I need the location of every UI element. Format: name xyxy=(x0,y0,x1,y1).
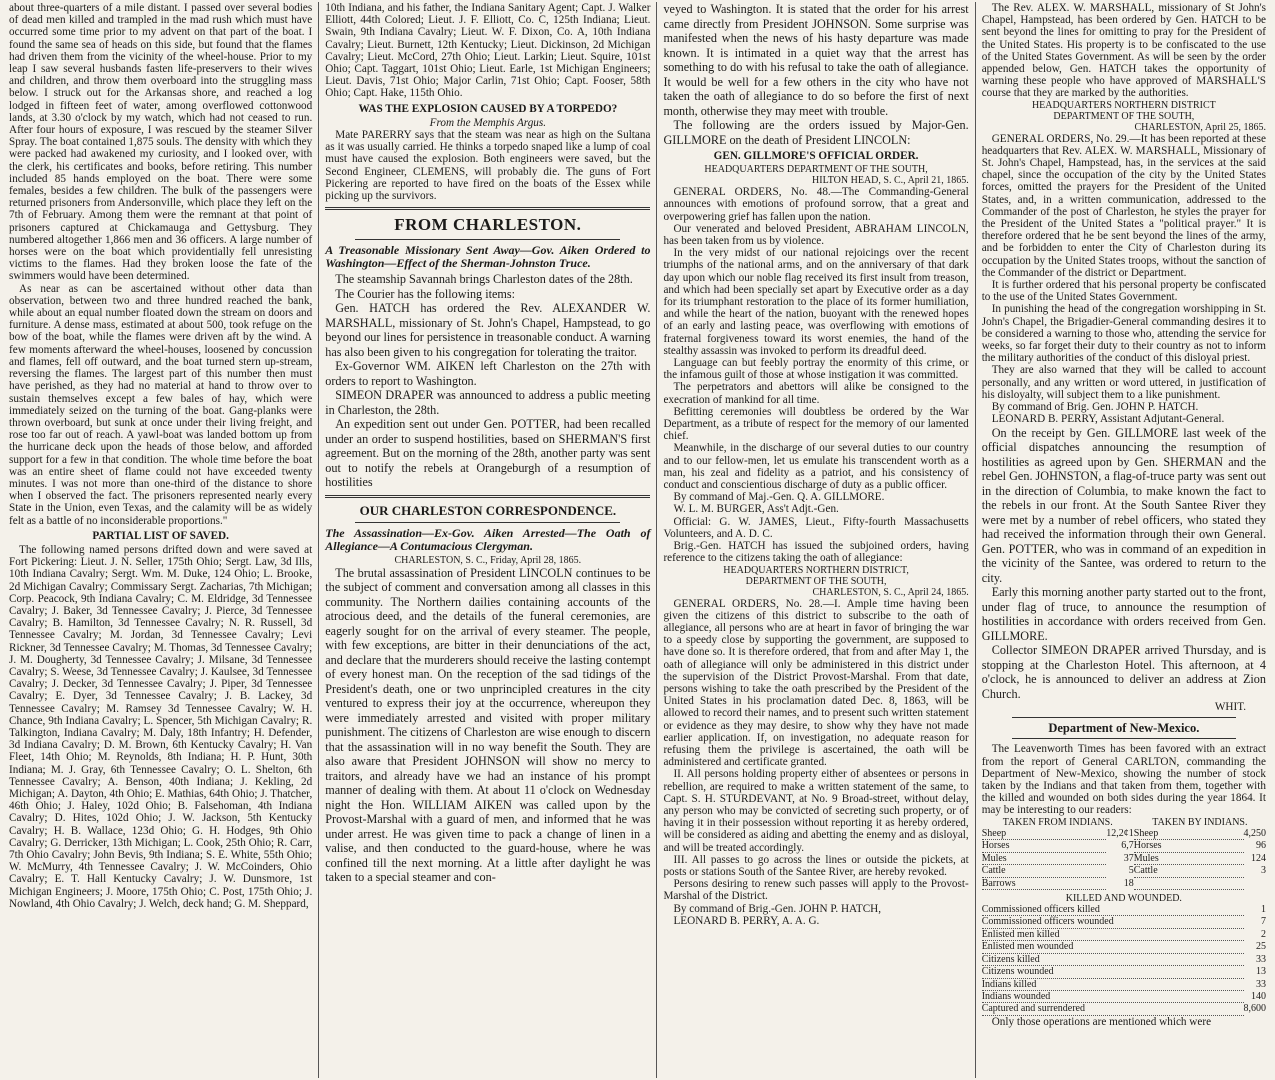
signature-line: By command of Brig. Gen. JOHN P. HATCH. xyxy=(991,401,1199,414)
headline-from-charleston: FROM CHARLESTON. xyxy=(394,215,582,235)
signature-line: W. L. M. BURGER, Ass't Adjt.-Gen. xyxy=(673,503,839,516)
article-paragraph: Only those operations are mentioned which were xyxy=(991,1015,1212,1028)
table-row xyxy=(982,1003,1266,1015)
order-paragraph: Persons desiring to renew such passes will apply to the Provost-Marshal of the District. xyxy=(663,878,969,903)
table-cell: 6,7 xyxy=(1121,840,1134,852)
order-paragraph: They are also warned that they will be called to account personally, and any written or word uttered, in justification of his disloyalty, will subject them to a like punishment. xyxy=(981,364,1266,401)
column-3 xyxy=(657,2,974,1078)
table-cell: 37 xyxy=(1123,852,1134,864)
table-cell: 5 xyxy=(1128,865,1134,877)
table-cell: 8,600 xyxy=(1243,1003,1266,1015)
headline-correspondence: OUR CHARLESTON CORRESPONDENCE. xyxy=(359,502,617,518)
column-2 xyxy=(319,2,656,1078)
headquarters-line: DEPARTMENT OF THE SOUTH, xyxy=(745,575,887,587)
table-header: TAKEN BY INDIANS. xyxy=(1152,816,1248,828)
article-paragraph: Collector SIMEON DRAPER arrived Thursday, and is stopping at the Charleston Hotel. This afternoon, at 4 o'clock, he is announced to deliver an address at Zion Church. xyxy=(981,643,1266,701)
saved-list-paragraph: The following named persons drifted down and were saved at Fort Pickering: Lieut. J. N. Seller, 175th Ohio; Sergt. Law, 3d Ills, 10th Indiana Cavalry; Sergt. Wm. M. Duke, 124 Ohio; L. Brooke, 2d Michigan Cavalry; Commissary Sergt. Zacharias, 7th Michigan; Corp. Peacock, 9th Indiana Cavalry; C. M. Eldridge, 3d Tennessee Cavalry; J. Baker, 3d Tennessee Cavalry; J. Pierce, 3d Tennessee Cavalry; B. Hamilton, 3d Tennessee Cavalry; N. R. Russell, 3d Tennessee Cavalry; M. Jordan, 3d Tennessee Cavalry; Levi Rickner, 3d Tennessee Cavalry; M. Thomas, 3d Tennessee Cavalry; J. M. Dougherty, 3d Tennessee Cavalry; J. Milsane, 3d Tennessee Cavalry; S. Weese, 3d Tennessee Cavalry; J. Kaulsee, 3d Tennessee Cavalry; J. Decker, 3d Tennessee Cavalry; J. Piper, 3d Tennessee Cavalry; E. Dyer, 3d Tennessee Cavalry; J. B. Lackey, 3d Tennessee Cavalry; M. Ramsey 3d Tennessee Cavalry; W. H. Chance, 9th Indiana Cavalry; L. Spencer, 5th Michigan Cavalry; R. Talkington, Indiana Cavalry; M. Daly, 18th Infantry; H. Defender, 3d Indiana Cavalry; D. M. Brown, 6th Kentucky Cavalry; H. Van Fleet, 14th Ohio; M. Reynolds, 8th Indiana; H. P. Hunt, 30th Indiana; M. J. Gray, 6th Tennessee Cavalry; O. L. Shelton, 6th Tennessee Cavalry; A. Benson, 40th Indiana; J. Kekling, 2d Michigan; A. Dayton, 4th Ohio; E. Mathias, 64th Ohio; J. Thatcher, 46th Ohio; J. Haley, 102d Ohio; B. Falsehoman, 4th Indiana Cavalry; D. Hites, 102d Ohio; J. W. Jackson, 5th Kentucky Cavalry; H. B. Wallace, 123d Ohio; G. H. Hodges, 9th Ohio Cavalry; G. Derricker, 13th Michigan; L. Cook, 25th Ohio; R. Carr, 7th Ohio Cavalry; John Bevis, 9th Indiana; S. E. White, 55th Ohio; W. McMurry, 4th Tennessee Cavalry; J. W. McCoinders, Ohio Cavalry; E. T. Hall Kentucky Cavalry; J. W. Dunsmore, 1st Michigan Engineers; J. Moore, 175th Ohio; C. Post, 175th Ohio; J. Nowland, 4th Ohio Cavalry; J. Welch, deck hand; G. M. Sheppard, xyxy=(9,543,313,910)
article-paragraph: The steamship Savannah brings Charleston dates of the 28th. xyxy=(335,272,633,287)
order-paragraph: GENERAL ORDERS, No. 29.—It has been reported at these headquarters that Rev. ALEX. W. MARSHALL, Missionary of St. John's Chapel, Hampstead, has, in the services at the said chapel, since the occupation of the city by the United States forces, omitted the prayers for the President of the United States, and, in a written communication, addressed to the Commander of the post of Charleston, he styles the prayer for the President of the United States a "political prayer." It is therefore ordered that he be sent beyond the lines of the army, and be forbidden to enter the City of Charleston during its occupation by the United States troops, without the sanction of the Commander of the district or Department. xyxy=(981,132,1266,279)
larger-text-block xyxy=(982,426,1266,702)
table-row xyxy=(982,840,1266,852)
order-paragraph: GENERAL ORDERS, No. 48.—The Commanding-General announces with emotions of profound sorrow, that a great and overpowering grief has fallen upon the nation. xyxy=(663,186,969,223)
order-paragraph: GENERAL ORDERS, No. 28.—I. Ample time having been given the citizens of this district to subscribe to the oath of allegiance, all persons who are at heart in favor of bringing the war to a speedy close by supporting the government, are supposed to have done so. It is therefore ordered, that from and after May 1, the oath of allegiance will only be administered in this district under the supervision of the District Provost-Marshal. From that date, persons wishing to take the oath prescribed by the President of the United States in his proclamation dated Dec. 8, 1863, will be allowed to record their names, and to present such written statement or evidence as they may desire, to show why they have not made earlier application. If, on investigation, no adequate reason for refusing them the privilege is ascertained, the oath will be administered and certificate granted. xyxy=(663,597,969,769)
table-row xyxy=(982,953,1266,965)
order-paragraph: It is further ordered that his personal property be confiscated to the use of the United States Government. xyxy=(981,279,1266,304)
divider xyxy=(1012,738,1236,739)
article-paragraph: The Courier has the following items: xyxy=(335,286,515,301)
order-paragraph: Language can but feebly portray the enormity of this crime, or the infamous guilt of those at whose instigation it was committed. xyxy=(663,357,969,382)
divider xyxy=(1012,717,1236,718)
table-cell: Horses xyxy=(982,840,1107,852)
table-row xyxy=(982,990,1266,1002)
table-cell: 12,2¢1 xyxy=(1106,828,1134,840)
table-row xyxy=(982,865,1266,877)
table-row xyxy=(982,966,1266,978)
table-cell: Enlisted men killed xyxy=(982,928,1244,940)
signoff: WHIT. xyxy=(1214,701,1246,713)
article-paragraph: The brutal assassination of President LINCOLN continues to be the subject of comment and conversation among all classes in this community. The Northern dailies containing accounts of the atrocious deed, and the details of the funeral ceremonies, are eagerly sought for on the arrival of every steamer. The people, with few exceptions, are bitter in their denunciations of the act, and declare that the murderers should receive the lasting contempt of every honest man. On the reception of the sad tidings of the President's death, one or two unprincipled creatures in the city ventured to express their joy at the occurrence, whereupon they were immediately arrested and visited with proper military punishment. The citizens of Charleston are wise enough to discern that the assassination will in no way benefit the South. They are also aware that President JOHNSON will show no mercy to traitors, and already have we had an instance of his prompt manner of dealing with them. At about 11 o'clock on Wednesday night the Hon. WILLIAM AIKEN was called upon by the Provost-Marshal with a guard of men, and informed that he was under arrest. He was given time to pack a change of linen in a valise, and then conducted to the guard-house, where he was confined till the next morning. At a little after daylight he was taken to a special steamer and con- xyxy=(325,565,651,885)
larger-text-block xyxy=(325,566,650,885)
table-row xyxy=(982,904,1266,916)
table-cell: Captured and surrendered xyxy=(982,1003,1244,1015)
headquarters-line: CHARLESTON, S. C., April 24, 1865. xyxy=(812,586,969,598)
table-cell: Indians killed xyxy=(982,978,1244,990)
sultana-account-paragraph: about three-quarters of a mile distant. I passed over several bodies of dead men killed and trampled in the mad rush which must have occurred some time prior to my advent on that part of the boat. I found the same sea of heads on this side, but found that the flames had driven them from the vicinity of the wheel-house. Prior to my leap I saw several husbands fasten life-preservers to their wives and children, and throw them overboard into the struggling mass below. I struck out for the Arkansas shore, and reached a log lodged in fifteen feet of water, among overflowed cottonwood lands, at 3.30 o'clock by my watch, which had not ceased to run. After four hours of exposure, I was rescued by the steamer Silver Spray. The boat contained 1,875 souls. The density with which they were packed had awakened my curiosity, and I looked over, with the clerk, his certificates and books, before retiring. This number included 85 hands employed on the boat. There were some females, besides a few children. The bulk of the passengers were returned prisoners from Andersonville, which place they left on the 7th of February. Among them were the remnant at that point of prisoners captured at Chickamauga and Gettysburg. They numbered altogether 1,866 men and 36 officers. A large number of horses were on the boat which providentially fell unresisting victims to the flames. Had they broken loose the fate of the swimmers would have been determined. xyxy=(9,2,313,283)
headquarters-line: HEADQUARTERS NORTHERN DISTRICT xyxy=(1031,99,1216,111)
table-cell: 25 xyxy=(1256,941,1266,953)
table-cell: Cattle xyxy=(1134,865,1244,877)
headquarters-line: CHARLESTON, April 25, 1865. xyxy=(1134,121,1266,133)
table-cell: Citizens wounded xyxy=(982,966,1244,978)
divider xyxy=(325,207,650,210)
table-cell: 96 xyxy=(1256,840,1266,852)
table-cell: Commissioned officers killed xyxy=(982,904,1244,916)
table-row xyxy=(982,941,1266,953)
sultana-account-paragraph: As near as can be ascertained without other data than observation, between two and three hundred reached the bank, while about an equal number floated down the stream on doors and furniture. A dense mass, estimated at about 500, took refuge on the bow of the boat, while the flames were driven aft by the wind. A few moments afterward the wheel-houses, loosened by concussion and flames, fell off outward, and the boat turned stern up-stream, reversing the flames. The largest part of this number then must have perished, as they had no material at hand to throw over to sustain themselves except a few bales of hay, which were immediately seized on the turning of the boat. Gang-planks were thrown overboard, but sunk at once under their living freight, and rose too far out of reach. A yawl-boat was landed bottom up from the hurricane deck upon the heads of those below, and afforded support for a few in that condition. The whole time before the boat was an entire sheet of flame could not have exceeded twenty minutes. I was not more than one-third of the distance to shore when I observed the fact. The prisoners represented nearly every State in the Union, even Texas, and the calamity will be as widely felt as a battle of no inconsiderable proportions." xyxy=(9,282,313,527)
table-cell: 1 xyxy=(1261,904,1266,916)
article-paragraph: The Rev. ALEX. W. MARSHALL, missionary of St John's Chapel, Hampstead, has been ordered by Gen. HATCH to be sent beyond the lines for omitting to pray for the President of the United States. His property is to be confiscated to the use of the United States Government. As will be seen by the order appended below, Gen. HATCH takes the opportunity of warning these people who have approved of MARSHALL'S course that they are marked by the authorities. xyxy=(981,2,1266,100)
article-paragraph: SIMEON DRAPER was announced to address a public meeting in Charleston, the 28th. xyxy=(325,388,651,417)
table-cell: 124 xyxy=(1251,852,1266,864)
table-cell: 3 xyxy=(1261,865,1266,877)
headquarters-line: HEADQUARTERS NORTHERN DISTRICT, xyxy=(723,564,909,576)
article-paragraph: veyed to Washington. It is stated that the order for his arrest came directly from President JOHNSON. Some surprise was manifested when the news of his hasty departure was made known. It is intimated in a quiet way that the arrest has something to do with his refusal to take the oath of allegiance. It would be well for a few others in the city who have not taken the oath of allegiance to do so before the first of next month, otherwise they may meet with trouble. xyxy=(663,2,969,118)
order-paragraph: Our venerated and beloved President, ABRAHAM LINCOLN, has been taken from us by violence. xyxy=(663,222,969,248)
table-cell: 7 xyxy=(1261,916,1266,928)
table-row xyxy=(982,928,1266,940)
column-4 xyxy=(976,2,1272,1078)
column-1 xyxy=(3,2,318,1078)
table-cell: Cattle xyxy=(982,865,1107,877)
article-paragraph: Mate PARERRY says that the steam was near as high on the Sultana as it was usually carried. He thinks a torpedo snaped like a lump of coal must have caused the explosion. Both engineers were saved, but the Second Engineer, CLEMENS, will probably die. The guns of Fort Pickering are reported to have fired on the boats of the Essex while picking up the survivors. xyxy=(325,129,651,203)
table-cell: 18 xyxy=(1123,877,1134,889)
table-row xyxy=(982,877,1266,889)
order-paragraph: In punishing the head of the congregation worshipping in St. John's Chapel, the Brigadier-General commanding desires it to be considered a warning to those who, attending the service for weeks, so far forget their duty to their country as not to inform the military authorities of the conduct of this disloyal priest. xyxy=(981,303,1266,365)
table-cell: Mules xyxy=(982,852,1107,864)
table-header: KILLED AND WOUNDED. xyxy=(1065,893,1182,905)
larger-text-block xyxy=(663,2,968,147)
table-cell xyxy=(1244,877,1267,889)
table-cell: 33 xyxy=(1256,978,1266,990)
table-cell: Commissioned officers wounded xyxy=(982,916,1244,928)
order-paragraph: Befitting ceremonies will doubtless be ordered by the War Department, as a tribute of respect for the memory of our lamented chief. xyxy=(663,405,969,443)
signature-line: Official: G. W. JAMES, Lieut., Fifty-fourth Massachusetts Volunteers, and A. D. C. xyxy=(663,515,969,540)
table-cell: 4,250 xyxy=(1243,828,1266,840)
headline-new-mexico: Department of New-Mexico. xyxy=(1048,721,1200,736)
order-paragraph: In the very midst of our national rejoicings over the recent triumphs of the national arms, and on the anniversary of that dark day upon which our noble flag received its first insult from treason, and which had been specially set apart by Executive order as a day for its triumphant restoration to the place of its former humiliation, and while the heart of the nation, buoyant with the renewed hopes of an early and lasting peace, was overflowing with emotions of fraternal forgiveness toward its worst enemies, the hand of the stealthy assassin was invoked to perform its dreadful deed. xyxy=(663,247,969,357)
article-paragraph: Gen. HATCH has ordered the Rev. ALEXANDER W. MARSHALL, missionary of St. John's Chapel, Hampstead, to go beyond our lines for persistence in treasonable conduct. A warning has also been given to his congregation for tolerating the traitor. xyxy=(325,301,651,359)
table-cell: Citizens killed xyxy=(982,953,1244,965)
signature-line: LEONARD B. PERRY, Assistant Adjutant-General. xyxy=(991,413,1225,426)
order-paragraph: III. All passes to go across the lines or outside the pickets, at posts or stations South of the Santee River, are hereby revoked. xyxy=(663,853,969,878)
divider xyxy=(355,522,620,523)
section-heading: WAS THE EXPLOSION CAUSED BY A TORPEDO? xyxy=(358,102,618,115)
table-cell: 2 xyxy=(1261,928,1266,940)
article-paragraph: The Leavenworth Times has been favored with an extract from the report of General CARLTON, commanding the Department of New-Mexico, showing the number of stock taken by the Indians and that taken from them, together with the killed and wounded on both sides during the year 1864. It may be interesting to our readers: xyxy=(981,743,1266,817)
headquarters-line: HEADQUARTERS DEPARTMENT OF THE SOUTH, xyxy=(704,164,928,176)
table-cell: 33 xyxy=(1256,953,1266,965)
table-cell: 140 xyxy=(1251,990,1266,1002)
signature-line: LEONARD B. PERRY, A. A. G. xyxy=(673,914,820,927)
table-cell: Barrows xyxy=(982,877,1107,889)
article-deck: A Treasonable Missionary Sent Away—Gov. Aiken Ordered to Washington—Effect of the Sherman-Johnston Truce. xyxy=(325,243,651,271)
divider xyxy=(355,239,620,240)
table-cell: Mules xyxy=(1134,852,1244,864)
stock-table xyxy=(982,817,1266,890)
order-paragraph: The perpetrators and abettors will alike be consigned to the execration of mankind for all time. xyxy=(663,381,969,406)
divider xyxy=(325,495,650,498)
article-paragraph: On the receipt by Gen. GILLMORE last week of the official dispatches announcing the resumption of hostilities as agreed upon by Gen. SHERMAN and the rebel Gen. JOHNSTON, a flag-of-truce party was sent out in the direction of Columbia, to make known the fact to the rebels in our front. At the South Santee River they were met by a number of rebel officers, who stated they had received the information through their own General. Gen. POTTER, who was in command of an expedition in the vicinity of the Santee, was ordered to return to the city. xyxy=(981,425,1266,585)
section-heading: PARTIAL LIST OF SAVED. xyxy=(92,529,229,542)
headquarters-line: HILTON HEAD, S. C., April 21, 1865. xyxy=(812,175,969,187)
killed-wounded-table xyxy=(982,904,1266,1016)
table-cell: Sheep xyxy=(982,828,1107,840)
signature-line: By command of Maj.-Gen. Q. A. GILLMORE. xyxy=(673,491,885,504)
signature-line: By command of Brig.-Gen. JOHN P. HATCH, xyxy=(673,902,882,915)
table-cell: Sheep xyxy=(1134,828,1244,840)
table-cell: 13 xyxy=(1256,966,1266,978)
article-paragraph: Ex-Governor WM. AIKEN left Charleston on the 27th with orders to report to Washington. xyxy=(325,359,651,388)
table-cell: Horses xyxy=(1134,840,1244,852)
table-cell: Indians wounded xyxy=(982,990,1244,1002)
article-paragraph: The following are the orders issued by Major-Gen. GILLMORE on the death of President LINCOLN: xyxy=(663,118,969,147)
table-row xyxy=(982,978,1266,990)
article-paragraph: An expedition sent out under Gen. POTTER, had been recalled under an order to suspend hostilities, based on SHERMAN'S first agreement. But on the morning of the 28th, another party was sent out to notify the rebels at Orangeburgh of a resumption of hostilities xyxy=(325,417,651,490)
table-cell: Enlisted men wounded xyxy=(982,941,1244,953)
table-row xyxy=(982,852,1266,864)
article-deck: The Assassination—Ex-Gov. Aiken Arrested—The Oath of Allegiance—A Contumacious Clergyman. xyxy=(325,525,651,553)
table-header: TAKEN FROM INDIANS. xyxy=(1002,816,1113,828)
order-paragraph: II. All persons holding property either of absentees or persons in rebellion, are required to make a written statement of the same, to Capt. S. H. STURDEVANT, at No. 9 Broad-street, without delay, any person who may be convicted of secreting such property, or of having it in their possession without reporting it as hereby ordered, will be considered as aiding and abetting the enemy and as disloyal, and will be treated accordingly. xyxy=(663,768,969,854)
saved-list-continued: 10th Indiana, and his father, the Indiana Sanitary Agent; Capt. J. Walker Elliott, 44th Colored; Lieut. J. F. Elliott, Co. C, 125th Indiana; Lieut. Swain, 9th Indiana Cavalry; Lieut. W. F. Dixon, Co. A, 10th Indiana Cavalry; Lieut. Burnett, 12th Kentucky; Lieut. Dickinson, 2d Michigan Cavalry; Lieut. McCord, 27th Ohio; Lieut. Larkin; Lieut. Squire, 101st Ohio; Capt. Taggart, 101st Ohio; Lieut. Earle, 1st Michigan Engineers; Lieut. Davis, 71st Ohio; Major Carlin, 71st Ohio; Capt. Fooser, 58th Ohio; Capt. Hake, 115th Ohio. xyxy=(325,2,651,100)
order-paragraph: Meanwhile, in the discharge of our several duties to our country and to our fellow-men, let us emulate his transcendent worth as a man, his zeal and fidelity as a patriot, and his consistency of conduct and conscientious discharge of duty as a public officer. xyxy=(663,442,969,492)
order-heading: GEN. GILLMORE'S OFFICIAL ORDER. xyxy=(713,150,919,162)
dateline: CHARLESTON, S. C., Friday, April 28, 1865. xyxy=(394,554,582,566)
larger-text-block xyxy=(325,272,650,490)
table-row xyxy=(982,828,1266,840)
article-paragraph: Early this morning another party started out to the front, under flag of truce, to announce the resumption of hostilities in accordance with orders received from Gen. GILLMORE. xyxy=(981,585,1266,643)
article-paragraph: Brig.-Gen. HATCH has issued the subjoined orders, having reference to the citizens taking the oath of allegiance: xyxy=(663,540,969,565)
headquarters-line: DEPARTMENT OF THE SOUTH, xyxy=(1053,110,1195,122)
table-cell xyxy=(1134,877,1244,889)
table-row xyxy=(982,916,1266,928)
source-line: From the Memphis Argus. xyxy=(429,116,547,129)
